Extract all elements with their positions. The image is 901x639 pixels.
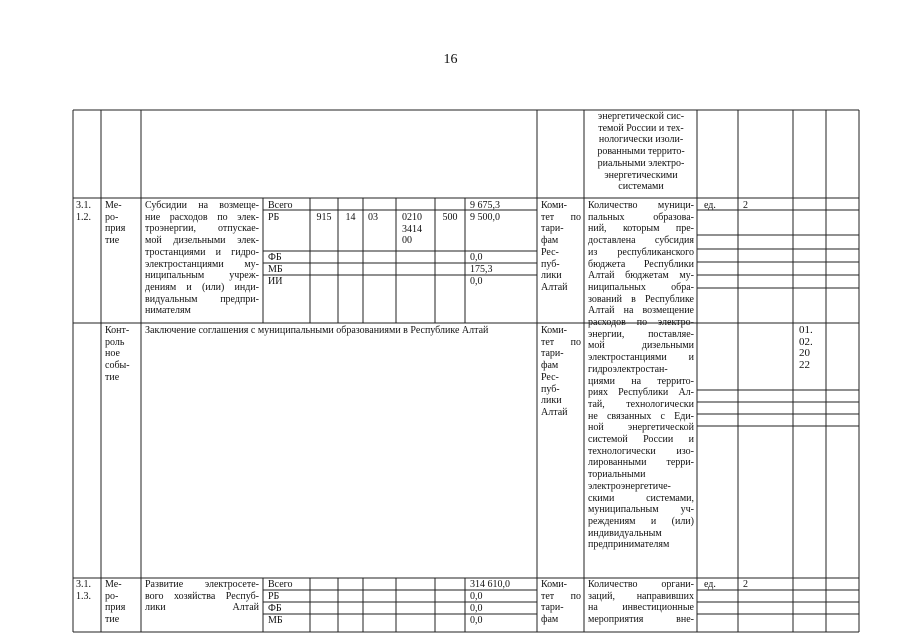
funding-amount-cell: 9 500,0 (470, 212, 500, 223)
funding-source-cell: РБ (268, 212, 280, 223)
row0-result-text: энергетической сис- темой России и тех- нологически изоли- рованными террито- риальными электро- энергетическими системами (597, 111, 685, 193)
funding-source-cell: Всего (268, 200, 293, 211)
funding-amount-cell: 0,0 (470, 603, 483, 614)
funding-amount-cell: 0,0 (470, 591, 483, 602)
funding-source-cell: РБ (268, 591, 280, 602)
row3-number-part1: 3.1. (76, 579, 91, 590)
funding-grbs-cell: 915 (316, 212, 332, 223)
funding-vr-cell: 500 (442, 212, 458, 223)
row2-title: Заключение соглашения с муниципальными образованиями в Республике Алтай (145, 325, 489, 336)
row3-indicator: Количество органи- заций, направивших на инвестиционные мероприятия вне- (588, 579, 694, 626)
row2-type: Конт- роль ное собы- тие (105, 325, 130, 383)
funding-rz-cell: 14 (345, 212, 356, 223)
page-number: 16 (443, 52, 458, 67)
funding-amount-cell: 0,0 (470, 615, 483, 626)
funding-source-cell: МБ (268, 615, 283, 626)
funding-source-cell: ИИ (268, 276, 283, 287)
row3-value: 2 (743, 579, 748, 590)
funding-amount-cell: 175,3 (470, 264, 493, 275)
funding-amount-cell: 0,0 (470, 276, 483, 287)
row1-indicator: Количество муници- пальных образова- ний, которым пре- доставлена субсидия из республиканского бюджета Республики Алтай бюджетам му- ниципальных обра- зований в Республике Алтай на возмещение расходов по электро- энергии, поставляе- мой дизельными электростанциями и гидроэлектростан- циями на террито- риях Республики Ал- тай, технологически не связанных с Еди- ной энергетической системой России и технологически изо- лированными терри- ториальными электроэнергетиче- скими системами, муниципальным уч- реждениям и (или) индивидуальным предпринимателям (588, 200, 694, 551)
row1-number-part1: 3.1. (76, 200, 91, 211)
funding-amount-cell: 9 675,3 (470, 200, 500, 211)
funding-source-cell: МБ (268, 264, 283, 275)
row1-unit: ед. (704, 200, 716, 211)
row3-number-part2: 1.3. (76, 591, 91, 602)
funding-amount-cell: 0,0 (470, 252, 483, 263)
row1-type: Ме- ро- прия тие (105, 200, 126, 247)
funding-source-cell: Всего (268, 579, 293, 590)
row1-number-part2: 1.2. (76, 212, 91, 223)
funding-csr-cell: 0210 3414 00 (402, 212, 422, 247)
row3-executor: Коми- тет по тари- фам (541, 579, 581, 626)
row3-title: Развитие электросете- вого хозяйства Респуб- лики Алтай (145, 579, 259, 614)
funding-source-cell: ФБ (268, 252, 282, 263)
funding-amount-cell: 314 610,0 (470, 579, 510, 590)
row2-date: 01. 02. 20 22 (799, 324, 813, 372)
funding-source-cell: ФБ (268, 603, 282, 614)
row1-value: 2 (743, 200, 748, 211)
row2-executor: Коми- тет по тари- фам Рес- пуб- лики Алтай (541, 325, 581, 418)
funding-pr-cell: 03 (368, 212, 378, 223)
row3-unit: ед. (704, 579, 716, 590)
row1-executor: Коми- тет по тари- фам Рес- пуб- лики Алтай (541, 200, 581, 293)
row1-title: Субсидии на возмеще- ние расходов по элек- троэнергии, отпускае- мой дизельными элек- тростанциями и гидро- электростанциями му- ниципальным учреж- дениям и (или) инди- видуальным предпри- нимателям (145, 200, 259, 317)
row3-type: Ме- ро- прия тие (105, 579, 126, 626)
